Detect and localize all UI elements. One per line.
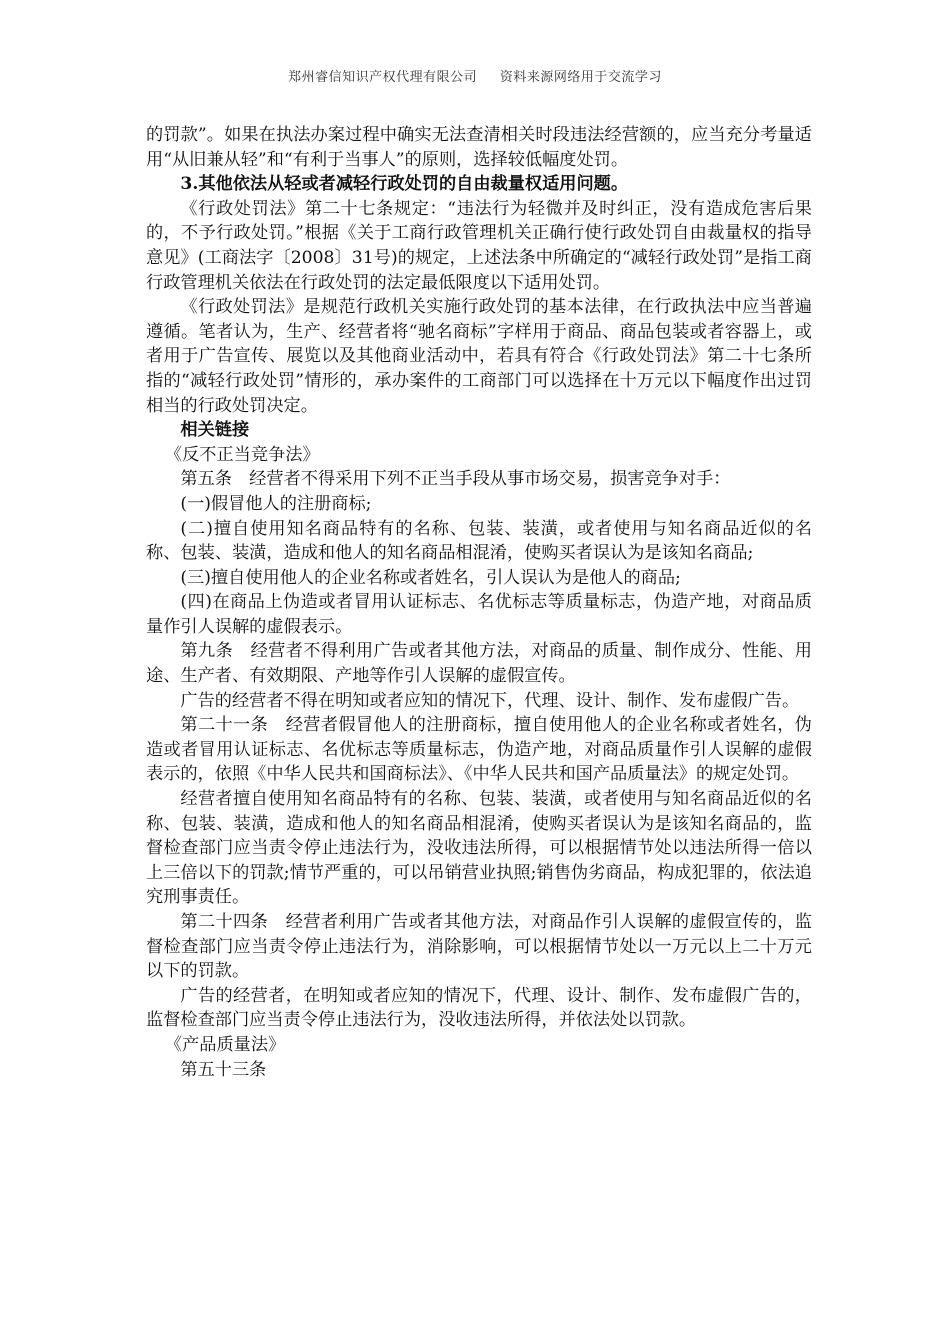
paragraph: 经营者擅自使用知名商品特有的名称、包装、装潢，或者使用与知名商品近似的名称、包装、装潢，造成和他人的知名商品相混淆，使购买者误认为是该知名商品的，监督检查部门应当责令停止违法行为，没收违法所得，可以根据情节处以违法所得一倍以上三倍以下的罚款;情节严重的，可以吊销营业执照;销售伪劣商品，构成犯罪的，依法追究刑事责任。 bbox=[146, 789, 812, 908]
page-header bbox=[0, 66, 950, 85]
paragraph: 《行政处罚法》是规范行政机关实施行政处罚的基本法律，在行政执法中应当普遍遵循。笔者认为，生产、经营者将“驰名商标”字样用于商品、商品包装或者容器上，或者用于广告宣传、展览以及其他商业活动中，若具有符合《行政处罚法》第二十七条所指的“减轻行政处罚”情形的，承办案件的工商部门可以选择在十万元以下幅度作出过罚相当的行政处罚决定。 bbox=[146, 297, 812, 416]
article-paragraph: 第九条 经营者不得利用广告或者其他方法，对商品的质量、制作成分、性能、用途、生产者、有效期限、产地等作引人误解的虚假宣传。 bbox=[146, 641, 812, 687]
paragraph: 广告的经营者，在明知或者应知的情况下，代理、设计、制作、发布虚假广告的，监督检查部门应当责令停止违法行为，没收违法所得，并依法处以罚款。 bbox=[146, 985, 812, 1031]
list-item: (一)假冒他人的注册商标; bbox=[180, 493, 372, 514]
article-paragraph: 第五十三条 bbox=[180, 1059, 267, 1080]
list-item: (四)在商品上伪造或者冒用认证标志、名优标志等质量标志，伪造产地，对商品质量作引人误解的虚假表示。 bbox=[146, 592, 812, 637]
list-item: (三)擅自使用他人的企业名称或者姓名，引人误认为是他人的商品; bbox=[180, 567, 681, 588]
section-heading: 3.其他依法从轻或者减轻行政处罚的自由裁量权适用问题。 bbox=[180, 174, 629, 195]
paragraph: 《行政处罚法》第二十七条规定：“违法行为轻微并及时纠正，没有造成危害后果的，不予行政处罚。”根据《关于工商行政管理机关正确行使行政处罚自由裁量权的指导意见》(工商法字〔2008〕31号)的规定，上述法条中所确定的“减轻行政处罚”是指工商行政管理机关依法在行政处罚的法定最低限度以下适用处罚。 bbox=[146, 198, 812, 293]
paragraph: 广告的经营者不得在明知或者应知的情况下，代理、设计、制作、发布虚假广告。 bbox=[180, 690, 800, 711]
paragraph: 的罚款”。如果在执法办案过程中确实无法查清相关时段违法经营额的，应当充分考量适用“从旧兼从轻”和“有利于当事人”的原则，选择较低幅度处罚。 bbox=[146, 125, 812, 170]
law-title: 《反不正当竞争法》 bbox=[164, 444, 320, 465]
law-title: 《产品质量法》 bbox=[164, 1034, 286, 1055]
article-paragraph: 第二十四条 经营者利用广告或者其他方法，对商品作引人误解的虚假宣传的，监督检查部门应当责令停止违法行为，消除影响，可以根据情节处以一万元以上二十万元以下的罚款。 bbox=[146, 912, 812, 982]
article-paragraph: 第二十一条 经营者假冒他人的注册商标，擅自使用他人的企业名称或者姓名，伪造或者冒用认证标志、名优标志等质量标志，伪造产地，对商品质量作引人误解的虚假表示的，依照《中华人民共和国商标法》、《中华人民共和国产品质量法》的规定处罚。 bbox=[146, 715, 812, 785]
article-paragraph: 第五条 经营者不得采用下列不正当手段从事市场交易，损害竞争对手： bbox=[180, 469, 731, 490]
section-heading: 相关链接 bbox=[180, 420, 250, 441]
header-source: 资料来源网络用于交流学习 bbox=[499, 70, 662, 85]
header-company: 郑州睿信知识产权代理有限公司 bbox=[288, 70, 478, 85]
document-body bbox=[146, 123, 812, 1082]
list-item: (二)擅自使用知名商品特有的名称、包装、装潢，或者使用与知名商品近似的名称、包装、装潢，造成和他人的知名商品相混淆，使购买者误认为是该知名商品; bbox=[146, 518, 812, 564]
